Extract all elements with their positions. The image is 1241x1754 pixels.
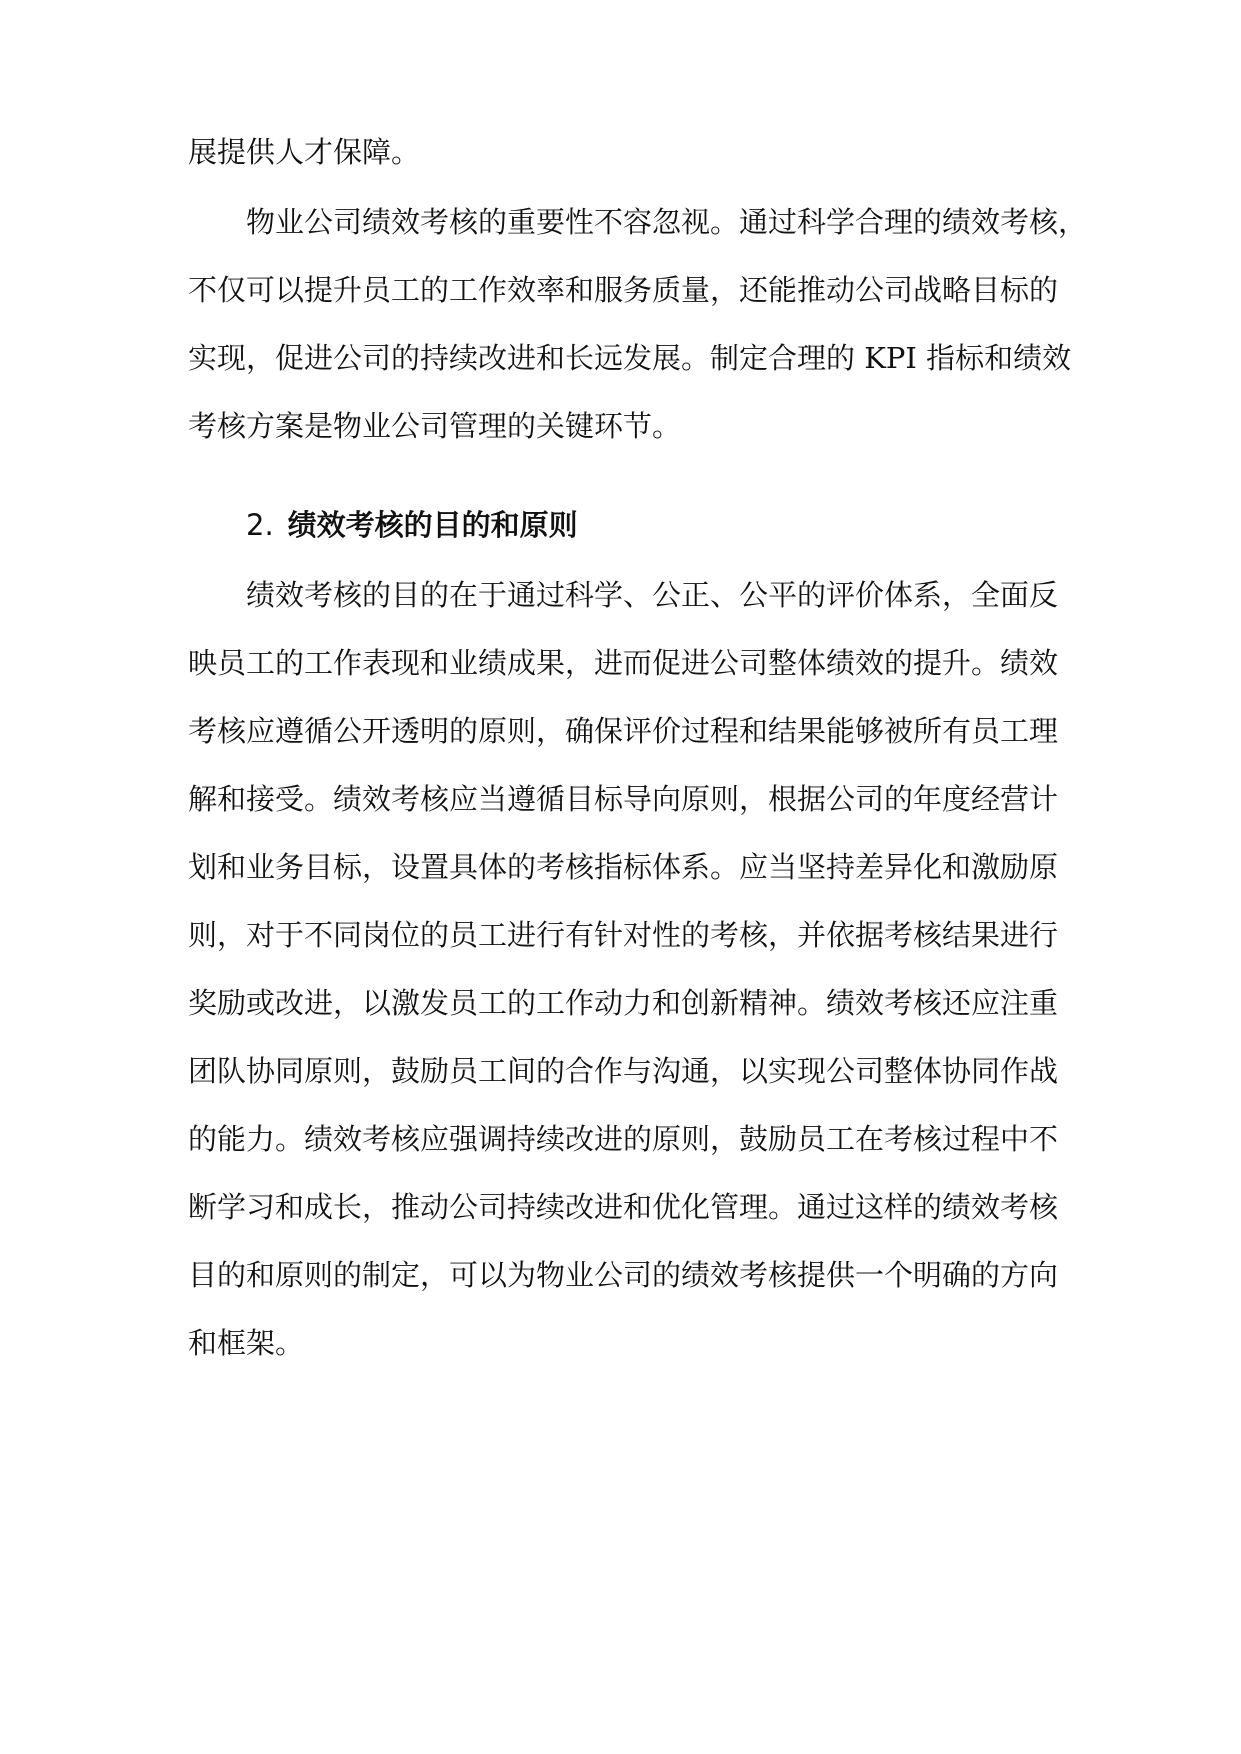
paragraph-1-line-1: 展提供人才保障。 (188, 135, 421, 169)
paragraph-3-line-12: 和框架。 (188, 1326, 305, 1360)
paragraph-3-line-8: 团队协同原则，鼓励员工间的合作与沟通，以实现公司整体协同作战 (188, 1054, 1059, 1088)
paragraph-2-line-2: 不仅可以提升员工的工作效率和服务质量，还能推动公司战略目标的 (188, 273, 1059, 307)
section-number: 2. (246, 508, 274, 542)
section-title: 绩效考核的目的和原则 (287, 508, 578, 542)
paragraph-2-line-3: 实现，促进公司的持续改进和长远发展。制定合理的 KPI 指标和绩效 (188, 341, 1072, 375)
paragraph-2-line-4: 考核方案是物业公司管理的关键环节。 (188, 409, 682, 443)
paragraph-3-line-3: 考核应遵循公开透明的原则，确保评价过程和结果能够被所有员工理 (188, 714, 1059, 748)
paragraph-3-line-1: 绩效考核的目的在于通过科学、公正、公平的评价体系，全面反 (246, 578, 1059, 612)
paragraph-3-line-6: 则，对于不同岗位的员工进行有针对性的考核，并依据考核结果进行 (188, 918, 1059, 952)
paragraph-3-line-9: 的能力。绩效考核应强调持续改进的原则，鼓励员工在考核过程中不 (188, 1122, 1059, 1156)
paragraph-3-line-5: 划和业务目标，设置具体的考核指标体系。应当坚持差异化和激励原 (188, 850, 1059, 884)
section-heading (246, 507, 578, 543)
paragraph-3-line-10: 断学习和成长，推动公司持续改进和优化管理。通过这样的绩效考核 (188, 1190, 1059, 1224)
paragraph-3-line-4: 解和接受。绩效考核应当遵循目标导向原则，根据公司的年度经营计 (188, 782, 1059, 816)
paragraph-3-line-2: 映员工的工作表现和业绩成果，进而促进公司整体绩效的提升。绩效 (188, 646, 1059, 680)
paragraph-2-line-1: 物业公司绩效考核的重要性不容忽视。通过科学合理的绩效考核， (246, 205, 1088, 239)
paragraph-3-line-7: 奖励或改进，以激发员工的工作动力和创新精神。绩效考核还应注重 (188, 986, 1059, 1020)
paragraph-3-line-11: 目的和原则的制定，可以为物业公司的绩效考核提供一个明确的方向 (188, 1258, 1059, 1292)
